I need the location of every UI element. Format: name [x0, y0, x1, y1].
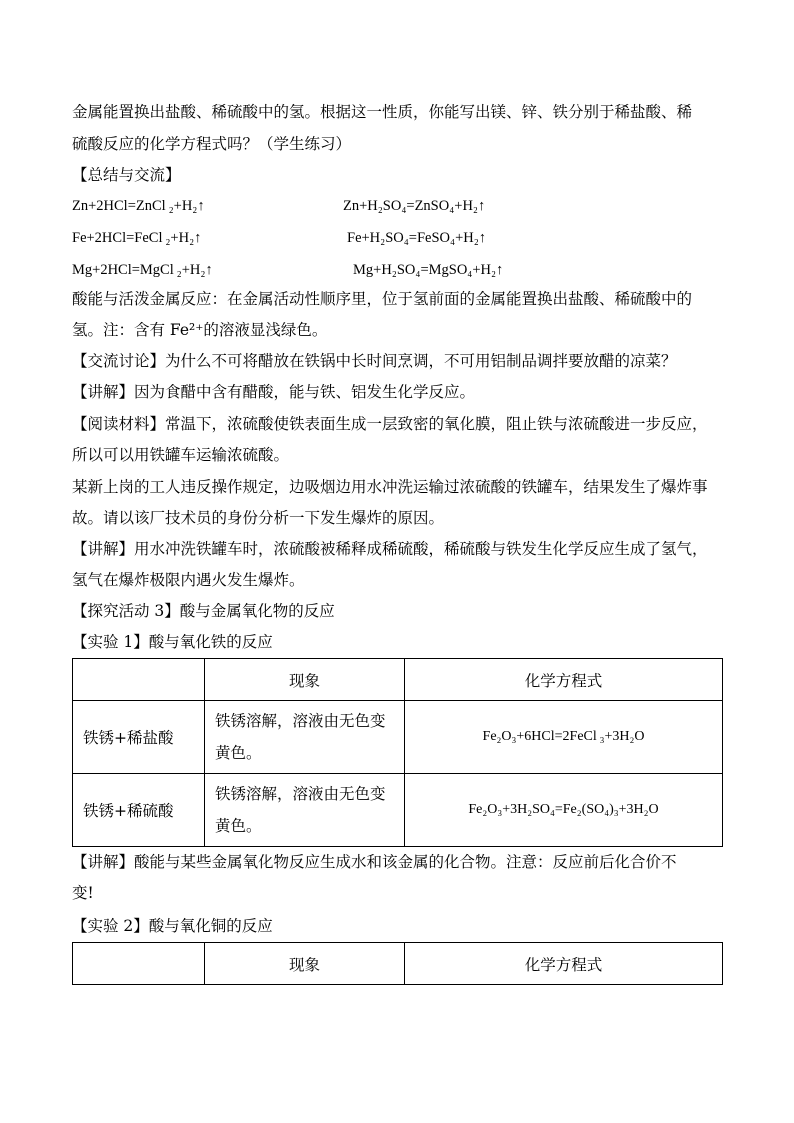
- lecture-line: 氢气在爆炸极限内遇火发生爆炸。: [72, 571, 305, 589]
- reagent-cell: 铁锈+稀盐酸: [73, 701, 205, 774]
- equation-fe-h2so4: Fe+H₂SO₄=FeSO₄+H₂↑: [347, 230, 487, 246]
- equation-mg-h2so4: Mg+H₂SO₄=MgSO₄+H₂↑: [353, 262, 504, 278]
- header-cell-phenomenon: 现象: [205, 659, 405, 701]
- lecture-line: 【讲解】用水冲洗铁罐车时，浓硫酸被稀释成稀硫酸，稀硫酸与铁发生化学反应生成了氢气，: [72, 540, 708, 558]
- lecture-line: 【讲解】酸能与某些金属氧化物反应生成水和该金属的化合物。注意：反应前后化合价不: [72, 853, 677, 871]
- equation-fe-hcl: Fe+2HCl=FeCl ₂+H₂↑: [72, 230, 202, 246]
- phenomenon-cell: [205, 774, 405, 847]
- table-header-row: [73, 943, 723, 985]
- reading-material-line: 【阅读材料】常温下，浓硫酸使铁表面生成一层致密的氧化膜，阻止铁与浓硫酸进一步反应，: [72, 415, 708, 433]
- header-cell-equation: 化学方程式: [405, 659, 723, 701]
- story-line: 某新上岗的工人违反操作规定，边吸烟边用水冲洗运输过浓硫酸的铁罐车，结果发生了爆炸事: [72, 478, 708, 496]
- conclusion-line: 酸能与活泼金属反应：在金属活动性顺序里，位于氢前面的金属能置换出盐酸、稀硫酸中的: [72, 290, 693, 308]
- phenomenon-line: 铁锈溶解，溶液由无色变: [215, 712, 386, 730]
- header-cell-equation: 化学方程式: [405, 943, 723, 985]
- lecture-line: 变!: [72, 884, 94, 902]
- equation-mg-hcl: Mg+2HCl=MgCl ₂+H₂↑: [72, 262, 213, 278]
- reading-material-line: 所以可以用铁罐车运输浓硫酸。: [72, 446, 290, 464]
- header-cell-phenomenon: 现象: [205, 943, 405, 985]
- header-cell-empty: [73, 943, 205, 985]
- experiment1-title: 【实验 1】酸与氧化铁的反应: [72, 633, 273, 651]
- phenomenon-line: 黄色。: [215, 744, 262, 762]
- experiment2-title: 【实验 2】酸与氧化铜的反应: [72, 917, 273, 935]
- equation-cell: Fe₂O₃+3H₂SO₄=Fe₂(SO₄)₃+3H₂O: [405, 774, 723, 847]
- table-row: [73, 701, 723, 774]
- phenomenon-line: 黄色。: [215, 817, 262, 835]
- table-header-row: [73, 659, 723, 701]
- lecture-text: 【讲解】因为食醋中含有醋酸，能与铁、铝发生化学反应。: [72, 383, 476, 401]
- experiment2-table: [72, 942, 723, 985]
- conclusion-line: 氢。注：含有 Fe²⁺的溶液显浅绿色。: [72, 321, 328, 339]
- equation-zn-h2so4: Zn+H₂SO₄=ZnSO₄+H₂↑: [343, 198, 486, 214]
- activity-heading: 【探究活动 3】酸与金属氧化物的反应: [72, 602, 335, 620]
- table-row: [73, 774, 723, 847]
- paragraph-line: 硫酸反应的化学方程式吗？（学生练习）: [72, 135, 352, 153]
- header-cell-empty: [73, 659, 205, 701]
- paragraph-line: 金属能置换出盐酸、稀硫酸中的氢。根据这一性质，你能写出镁、锌、铁分别于稀盐酸、稀: [72, 103, 693, 121]
- experiment1-table: [72, 658, 723, 847]
- reagent-cell: 铁锈+稀硫酸: [73, 774, 205, 847]
- phenomenon-line: 铁锈溶解，溶液由无色变: [215, 785, 386, 803]
- phenomenon-cell: [205, 701, 405, 774]
- story-line: 故。请以该厂技术员的身份分析一下发生爆炸的原因。: [72, 509, 445, 527]
- discussion-question: 【交流讨论】为什么不可将醋放在铁锅中长时间烹调，不可用铝制品调拌要放醋的凉菜？: [72, 352, 677, 370]
- equation-cell: Fe₂O₃+6HCl=2FeCl ₃+3H₂O: [405, 701, 723, 774]
- equation-zn-hcl: Zn+2HCl=ZnCl ₂+H₂↑: [72, 198, 205, 214]
- section-heading-summary: 【总结与交流】: [72, 166, 181, 184]
